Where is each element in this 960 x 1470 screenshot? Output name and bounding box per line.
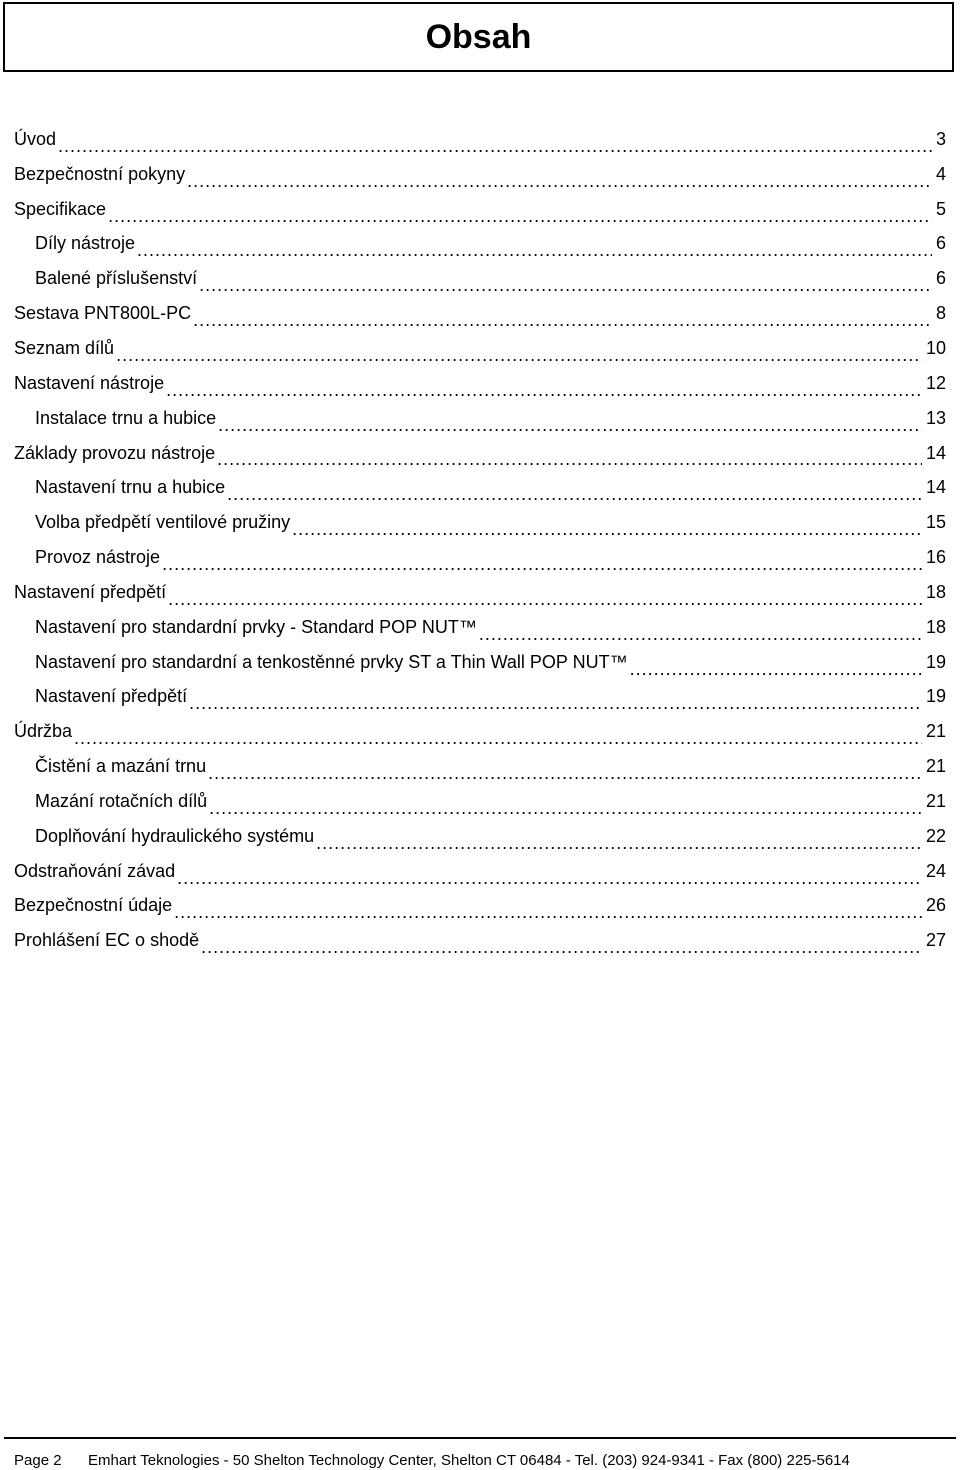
toc-entry-page: 8: [935, 303, 946, 324]
toc-dot-leader: [177, 867, 922, 889]
toc-entry-label: Čistění a mazání trnu: [35, 756, 207, 777]
toc-entry[interactable]: [0, 401, 960, 436]
toc-entry-page: 4: [935, 163, 946, 184]
toc-dot-leader: [162, 553, 922, 575]
toc-entry[interactable]: [0, 784, 960, 819]
toc-entry-page: 5: [935, 198, 946, 219]
toc-entry-label: Instalace trnu a hubice: [35, 407, 217, 428]
toc-entry[interactable]: [0, 227, 960, 262]
toc-entry-page: 21: [925, 756, 946, 777]
toc-entry-label: Odstraňování závad: [14, 860, 176, 881]
toc-entry-page: 16: [925, 547, 946, 568]
toc-dot-leader: [316, 832, 922, 854]
toc-entry-label: Volba předpětí ventilové pružiny: [35, 512, 291, 533]
toc-entry-label: Díly nástroje: [35, 233, 136, 254]
toc-entry-page: 15: [925, 512, 946, 533]
toc-dot-leader: [189, 692, 922, 714]
toc-entry-page: 6: [935, 233, 946, 254]
toc-entry-label: Úvod: [14, 128, 57, 149]
toc-dot-leader: [630, 658, 922, 680]
toc-dot-leader: [166, 379, 922, 401]
toc-entry-label: Doplňování hydraulického systému: [35, 825, 315, 846]
toc-entry[interactable]: [0, 366, 960, 401]
toc-entry-page: 27: [925, 930, 946, 951]
toc-dot-leader: [208, 762, 922, 784]
toc-entry-page: 24: [925, 860, 946, 881]
toc-entry-label: Bezpečnostní pokyny: [14, 163, 186, 184]
toc-entry[interactable]: [0, 436, 960, 471]
toc-entry-page: 19: [925, 686, 946, 707]
title-box: [3, 2, 954, 72]
toc-entry-label: Specifikace: [14, 198, 107, 219]
toc-entry-label: Prohlášení EC o shodě: [14, 930, 200, 951]
toc-entry-page: 6: [935, 268, 946, 289]
footer-page-number: Page 2: [14, 1452, 62, 1469]
toc-entry[interactable]: [0, 923, 960, 958]
footer-divider: [4, 1437, 956, 1439]
toc-dot-leader: [168, 588, 922, 610]
toc-entry[interactable]: [0, 192, 960, 227]
footer-company-info: Emhart Teknologies - 50 Shelton Technology Center, Shelton CT 06484 - Tel. (203) 924-9341 - Fax (800) 225-5614: [88, 1452, 850, 1469]
toc-entry-label: Nastavení trnu a hubice: [35, 477, 226, 498]
toc-entry-label: Bezpečnostní údaje: [14, 895, 173, 916]
toc-entry-page: 18: [925, 581, 946, 602]
toc-entry[interactable]: [0, 889, 960, 924]
toc-entry[interactable]: [0, 714, 960, 749]
toc-entry-page: 18: [925, 616, 946, 637]
toc-entry[interactable]: [0, 157, 960, 192]
toc-entry-label: Nastavení pro standardní a tenkostěnné prvky ST a Thin Wall POP NUT™: [35, 651, 628, 672]
toc-entry[interactable]: [0, 680, 960, 715]
toc-entry-label: Seznam dílů: [14, 337, 115, 358]
toc-entry-page: 14: [925, 477, 946, 498]
toc-dot-leader: [218, 414, 922, 436]
toc-dot-leader: [137, 239, 932, 261]
toc-entry-page: 26: [925, 895, 946, 916]
toc-entry[interactable]: [0, 575, 960, 610]
toc-entry[interactable]: [0, 819, 960, 854]
toc-entry-label: Balené příslušenství: [35, 268, 198, 289]
toc-entry[interactable]: [0, 854, 960, 889]
toc-entry-label: Nastavení nástroje: [14, 372, 165, 393]
toc-entry[interactable]: [0, 470, 960, 505]
toc-dot-leader: [193, 309, 932, 331]
toc-dot-leader: [201, 936, 922, 958]
toc-entry-label: Sestava PNT800L-PC: [14, 303, 192, 324]
toc-dot-leader: [209, 797, 922, 819]
toc-dot-leader: [74, 727, 922, 749]
page-title: Obsah: [425, 18, 532, 56]
toc-entry-page: 10: [925, 337, 946, 358]
toc-dot-leader: [108, 205, 932, 227]
toc-entry-page: 19: [925, 651, 946, 672]
toc-entry-label: Nastavení předpětí: [35, 686, 188, 707]
toc-dot-leader: [58, 135, 932, 157]
toc-entry-page: 14: [925, 442, 946, 463]
page-footer: [0, 1437, 960, 1470]
toc-dot-leader: [174, 901, 922, 923]
toc-entry-label: Provoz nástroje: [35, 547, 161, 568]
toc-entry-page: 22: [925, 825, 946, 846]
toc-dot-leader: [116, 344, 922, 366]
toc-entry[interactable]: [0, 645, 960, 680]
toc-entry-page: 12: [925, 372, 946, 393]
toc-entry-page: 21: [925, 721, 946, 742]
toc-entry[interactable]: [0, 610, 960, 645]
toc-entry-page: 21: [925, 790, 946, 811]
toc-entry[interactable]: [0, 331, 960, 366]
toc-dot-leader: [227, 483, 922, 505]
toc-entry-label: Údržba: [14, 721, 73, 742]
toc-entry[interactable]: [0, 122, 960, 157]
toc-entry-label: Základy provozu nástroje: [14, 442, 216, 463]
toc-entry-label: Mazání rotačních dílů: [35, 790, 208, 811]
toc-entry[interactable]: [0, 261, 960, 296]
toc-entry-label: Nastavení pro standardní prvky - Standard POP NUT™: [35, 616, 477, 637]
toc-dot-leader: [199, 274, 932, 296]
toc-entry[interactable]: [0, 540, 960, 575]
toc-entry-label: Nastavení předpětí: [14, 581, 167, 602]
toc-entry-page: 13: [925, 407, 946, 428]
toc-entry[interactable]: [0, 749, 960, 784]
toc-dot-leader: [479, 623, 922, 645]
toc-dot-leader: [187, 170, 932, 192]
toc-entry-page: 3: [935, 128, 946, 149]
toc-dot-leader: [217, 448, 922, 470]
toc-entry[interactable]: [0, 296, 960, 331]
toc-entry[interactable]: [0, 505, 960, 540]
toc-dot-leader: [292, 518, 922, 540]
table-of-contents: [0, 122, 960, 958]
